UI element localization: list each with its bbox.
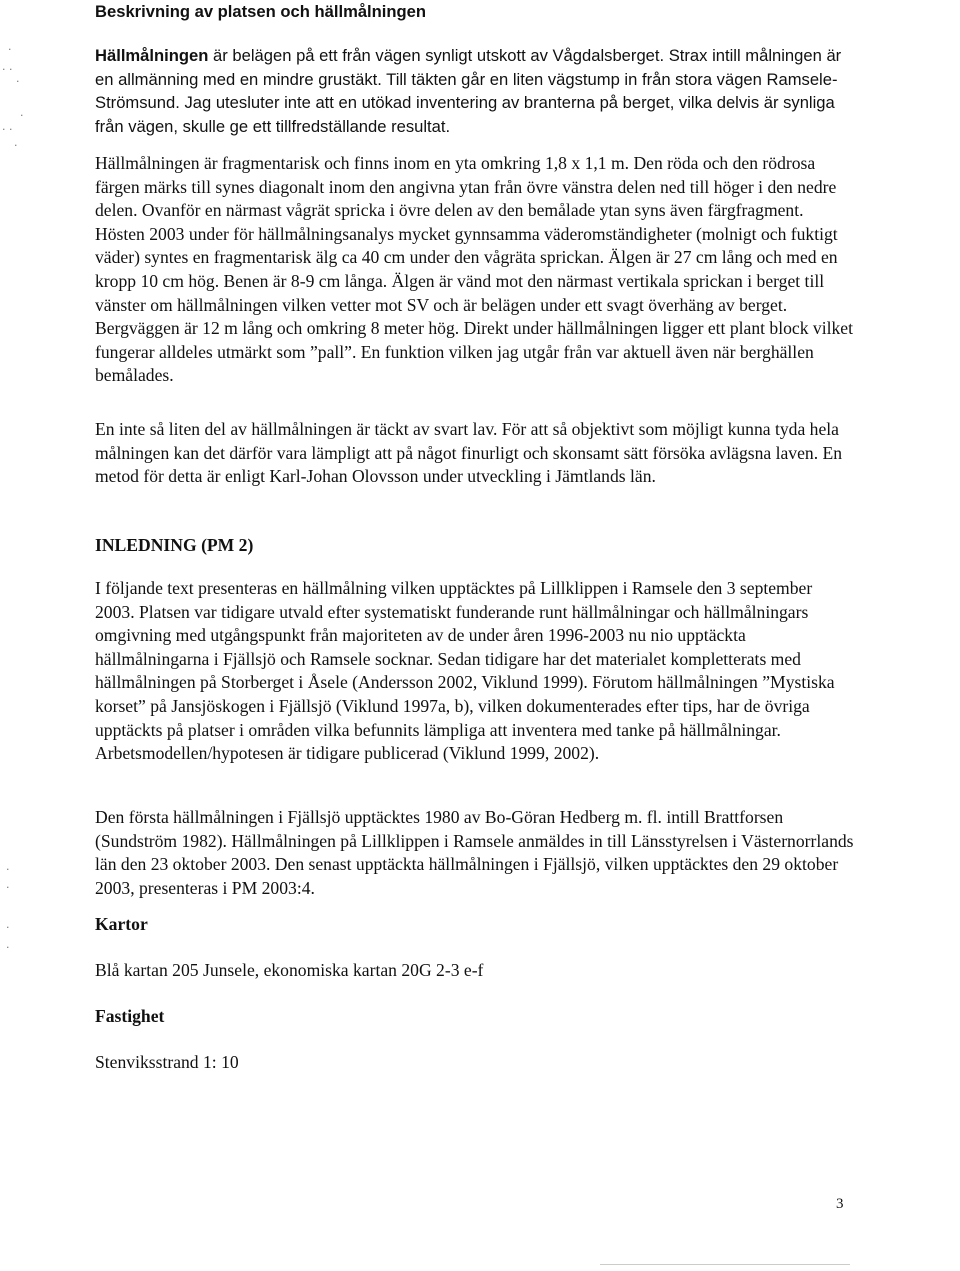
- property-text: Stenviksstrand 1: 10: [95, 1052, 239, 1072]
- scan-speck: · ·: [2, 63, 13, 76]
- section-heading-inledning: INLEDNING (PM 2): [95, 535, 254, 555]
- section-heading-kartor: Kartor: [95, 914, 148, 934]
- section-heading-fastighet: Fastighet: [95, 1006, 165, 1026]
- paragraph-description: Hällmålningen är fragmentarisk och finns inom en yta omkring 1,8 x 1,1 m. Den röda och den rödrosa färgen märks till synes diagonalt inom den angivna ytan från övre vänstra delen ned till höger i den nedre delen. Ovanför en närmast vågrät spricka i övre delen av den bemålade ytan syns även färgfragment. Hösten 2003 under för hällmålningsanalys mycket gynnsamma väderomständigheter (molnigt och fuktigt väder) syntes en fragmentarisk älg ca 40 cm under den vågräta sprickan. Älgen är 27 cm lång och med en kropp 10 cm hög. Benen är 8-9 cm långa. Älgen är vänd mot den närmast vertikala sprickan i berget till vänster om hällmålningen vilken vetter mot SV och är belägen under ett svagt överhäng av berget. Bergväggen är 12 m lång och omkring 8 meter hög. Direkt under hällmålningen ligger ett plant block vilket fungerar alldeles utmärkt som ”pall”. En funktion vilken jag utgår från var aktuell även när berghällen bemålades.: [95, 153, 853, 386]
- scan-speck: ·: [8, 43, 12, 56]
- scan-speck: ·: [6, 863, 10, 876]
- paragraph-location: [95, 44, 855, 138]
- page-number: 3: [836, 1196, 844, 1212]
- scan-speck: ·: [14, 139, 18, 152]
- scan-speck: ·: [6, 941, 10, 954]
- paragraph-history: Den första hällmålningen i Fjällsjö upptäcktes 1980 av Bo-Göran Hedberg m. fl. intill Brattforsen (Sundström 1982). Hällmålningen på Lillklippen i Ramsele anmäldes in till Länsstyrelsen i Västernorrlands län den 23 oktober 2003. Den senast upptäckta hällmålningen i Fjällsjö, vilken upptäcktes den 29 oktober 2003, presenteras i PM 2003:4.: [95, 807, 854, 898]
- paragraph-location-text: är belägen på ett från vägen synligt utskott av Vågdalsberget. Strax intill målningen är en allmänning med en mindre grustäkt. Till täkten går en liten vägstump in från stora vägen Ramsele-Strömsund. Jag utesluter inte att en utökad inventering av branterna på berget, vilka delvis är synliga från vägen, skulle ge ett tillfredställande resultat.: [95, 46, 842, 136]
- scan-edge-line: [600, 1264, 850, 1265]
- paragraph-introduction: I följande text presenteras en hällmålning vilken upptäcktes på Lillklippen i Ramsele den 3 september 2003. Platsen var tidigare utvald efter systematiskt funderande runt hällmålningar och hällmålningars omgivning med utgångspunkt från majoriteten av de under åren 1996-2003 nu nio upptäckta hällmålningarna i Fjällsjö och Ramsele socknar. Sedan tidigare har det materialet kompletterats med hällmålningen på Storberget i Åsele (Andersson 2002, Viklund 1999). Förutom hällmålningen ”Mystiska korset” på Jansjöskogen i Fjällsjö (Viklund 1997a, b), vilken dokumenterades efter tips, har de övriga upptäckts på platser i områden vilka befunnits lämpliga att inventera med tanke på hällmålningar. Arbetsmodellen/hypotesen är tidigare publicerad (Viklund 1999, 2002).: [95, 578, 835, 764]
- maps-text: Blå kartan 205 Junsele, ekonomiska kartan 20G 2-3 e-f: [95, 960, 484, 980]
- scan-speck: ·: [16, 75, 20, 88]
- section-heading-beskrivning: Beskrivning av platsen och hällmålningen: [95, 2, 427, 21]
- paragraph-lichen: En inte så liten del av hällmålningen är täckt av svart lav. För att så objektivt som möjligt kunna tyda hela målningen kan det därför vara lämpligt att på något finurligt och skonsamt sätt försöka avlägsna laven. En metod för detta är enligt Karl-Johan Olovsson under utveckling i Jämtlands län.: [95, 419, 843, 487]
- scan-speck: ·: [6, 921, 10, 934]
- scan-speck: ·: [20, 109, 24, 122]
- paragraph-lead: Hällmålningen: [95, 46, 209, 65]
- scan-speck: · ·: [2, 123, 13, 136]
- scan-speck: ·: [6, 881, 10, 894]
